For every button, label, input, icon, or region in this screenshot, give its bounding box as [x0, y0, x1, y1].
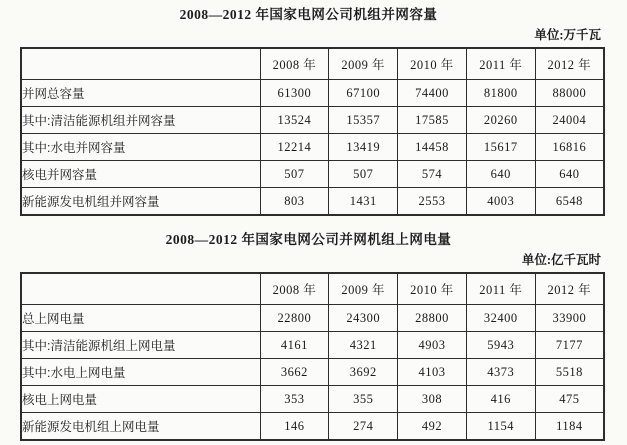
year-column-header: 2010 年	[398, 48, 467, 80]
value-cell: 22800	[260, 305, 329, 332]
value-cell: 4161	[260, 332, 329, 359]
table-section	[0, 6, 627, 216]
value-cell: 640	[535, 161, 604, 188]
value-cell: 67100	[329, 80, 398, 107]
value-cell: 308	[398, 386, 467, 413]
data-table	[20, 47, 605, 216]
table-title: 2008—2012 年国家电网公司机组并网容量	[179, 7, 438, 22]
value-cell: 1431	[329, 188, 398, 216]
table-row	[21, 161, 604, 188]
value-cell: 274	[329, 413, 398, 441]
unit-label: 单位:亿千瓦时	[521, 253, 601, 267]
value-cell: 5518	[535, 359, 604, 386]
year-column-header: 2010 年	[398, 273, 467, 305]
table-row	[21, 305, 604, 332]
table-row	[21, 386, 604, 413]
value-cell: 12214	[260, 134, 329, 161]
value-cell: 416	[466, 386, 535, 413]
table-row	[21, 359, 604, 386]
table-row	[21, 80, 604, 107]
value-cell: 2553	[398, 188, 467, 216]
table-row	[21, 413, 604, 441]
value-cell: 61300	[260, 80, 329, 107]
table-title: 2008—2012 年国家电网公司并网机组上网电量	[165, 232, 452, 247]
row-label-cell: 其中:水电并网容量	[21, 134, 260, 161]
row-label-cell: 核电上网电量	[21, 386, 260, 413]
value-cell: 3692	[329, 359, 398, 386]
value-cell: 4321	[329, 332, 398, 359]
year-column-header: 2009 年	[329, 273, 398, 305]
value-cell: 4103	[398, 359, 467, 386]
row-label-cell: 总上网电量	[21, 305, 260, 332]
value-cell: 24300	[329, 305, 398, 332]
value-cell: 20260	[466, 107, 535, 134]
value-cell: 4373	[466, 359, 535, 386]
value-cell: 640	[466, 161, 535, 188]
value-cell: 803	[260, 188, 329, 216]
table-row	[21, 188, 604, 216]
table-row	[21, 134, 604, 161]
table-section	[0, 231, 627, 441]
row-label-cell: 新能源发电机组上网电量	[21, 413, 260, 441]
value-cell: 24004	[535, 107, 604, 134]
table-body	[21, 305, 604, 441]
row-label-cell: 新能源发电机组并网容量	[21, 188, 260, 216]
value-cell: 15357	[329, 107, 398, 134]
value-cell: 5943	[466, 332, 535, 359]
table-header-row	[21, 273, 604, 305]
value-cell: 13419	[329, 134, 398, 161]
value-cell: 4903	[398, 332, 467, 359]
table-body	[21, 80, 604, 216]
value-cell: 4003	[466, 188, 535, 216]
value-cell: 13524	[260, 107, 329, 134]
row-label-cell: 并网总容量	[21, 80, 260, 107]
year-column-header: 2009 年	[329, 48, 398, 80]
year-column-header: 2012 年	[535, 48, 604, 80]
data-table	[20, 272, 605, 441]
value-cell: 33900	[535, 305, 604, 332]
unit-label: 单位:万千瓦	[534, 28, 601, 42]
year-column-header: 2012 年	[535, 273, 604, 305]
value-cell: 17585	[398, 107, 467, 134]
value-cell: 6548	[535, 188, 604, 216]
value-cell: 74400	[398, 80, 467, 107]
row-label-column-header	[21, 48, 260, 80]
year-column-header: 2011 年	[466, 48, 535, 80]
row-label-cell: 核电并网容量	[21, 161, 260, 188]
value-cell: 492	[398, 413, 467, 441]
value-cell: 14458	[398, 134, 467, 161]
value-cell: 81800	[466, 80, 535, 107]
value-cell: 88000	[535, 80, 604, 107]
value-cell: 507	[260, 161, 329, 188]
table-header-row	[21, 48, 604, 80]
value-cell: 7177	[535, 332, 604, 359]
value-cell: 353	[260, 386, 329, 413]
value-cell: 475	[535, 386, 604, 413]
table-row	[21, 107, 604, 134]
year-column-header: 2011 年	[466, 273, 535, 305]
value-cell: 28800	[398, 305, 467, 332]
year-column-header: 2008 年	[260, 48, 329, 80]
value-cell: 146	[260, 413, 329, 441]
value-cell: 16816	[535, 134, 604, 161]
value-cell: 1154	[466, 413, 535, 441]
row-label-cell: 其中:清洁能源机组上网电量	[21, 332, 260, 359]
row-label-cell: 其中:水电上网电量	[21, 359, 260, 386]
year-column-header: 2008 年	[260, 273, 329, 305]
row-label-cell: 其中:清洁能源机组并网容量	[21, 107, 260, 134]
row-label-column-header	[21, 273, 260, 305]
table-row	[21, 332, 604, 359]
value-cell: 507	[329, 161, 398, 188]
value-cell: 1184	[535, 413, 604, 441]
value-cell: 3662	[260, 359, 329, 386]
value-cell: 574	[398, 161, 467, 188]
value-cell: 32400	[466, 305, 535, 332]
value-cell: 15617	[466, 134, 535, 161]
value-cell: 355	[329, 386, 398, 413]
